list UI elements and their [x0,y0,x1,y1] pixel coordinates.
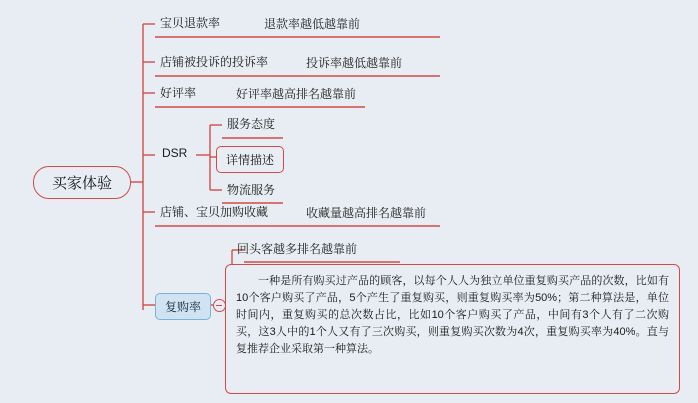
annotation-repurchase-rate [234,239,360,258]
branch-positive-rate-label: 好评率 [160,86,197,100]
annotation-complaint-rate [303,53,405,72]
root-node[interactable] [33,166,131,199]
branch-dsr-label: DSR [162,146,188,160]
annotation-positive-rate-text: 好评率越高排名越靠前 [236,87,357,101]
annotation-repurchase-rate-text: 回头客越多排名越靠前 [237,242,358,256]
branch-complaint-rate[interactable] [156,51,272,72]
branch-repurchase-rate-label: 复购率 [165,300,202,314]
dsr-child-service-attitude[interactable] [223,113,279,134]
dsr-child-detail-description-label: 详情描述 [226,153,275,167]
dsr-child-logistics-service[interactable] [223,179,279,200]
branch-dsr[interactable] [158,144,191,162]
root-node-label: 买家体验 [51,175,112,192]
branch-favorites-label: 店铺、宝贝加购收藏 [160,205,269,219]
branch-positive-rate[interactable] [156,82,200,103]
dsr-child-detail-description[interactable] [216,146,284,173]
repurchase-rate-detail-text: 一种是所有购买过产品的顾客，以每个人人为独立单位重复购买产品的次数，比如有10个客户购买了产品，5个产生了重复购买，则重复购买率为50%；第二种算法是，单位时间内，重复购买的总次数占比，比如10个客户购买了产品，中间有3个人有了二次购买，这3人中的1个人又有了三次购买，则重复购买次数为4次，重复购买率为40%。直与复推荐企业采取第一种算法。 [236,275,669,356]
annotation-complaint-rate-text: 投诉率越低越靠前 [306,56,403,70]
dsr-child-service-attitude-label: 服务态度 [227,117,276,131]
branch-refund-rate-label: 宝贝退款率 [160,16,221,30]
annotation-positive-rate [233,84,359,103]
repurchase-rate-detail-box[interactable] [225,264,680,394]
dsr-child-logistics-service-label: 物流服务 [227,183,276,197]
annotation-favorites-text: 收藏量越高排名越靠前 [306,206,427,220]
branch-favorites[interactable] [156,201,272,222]
branch-refund-rate[interactable] [156,12,224,33]
annotation-refund-rate-text: 退款率越低越靠前 [264,17,361,31]
annotation-favorites [303,203,429,222]
branch-complaint-rate-label: 店铺被投诉的投诉率 [160,55,269,69]
branch-repurchase-rate[interactable] [155,293,211,320]
annotation-refund-rate [261,14,363,33]
